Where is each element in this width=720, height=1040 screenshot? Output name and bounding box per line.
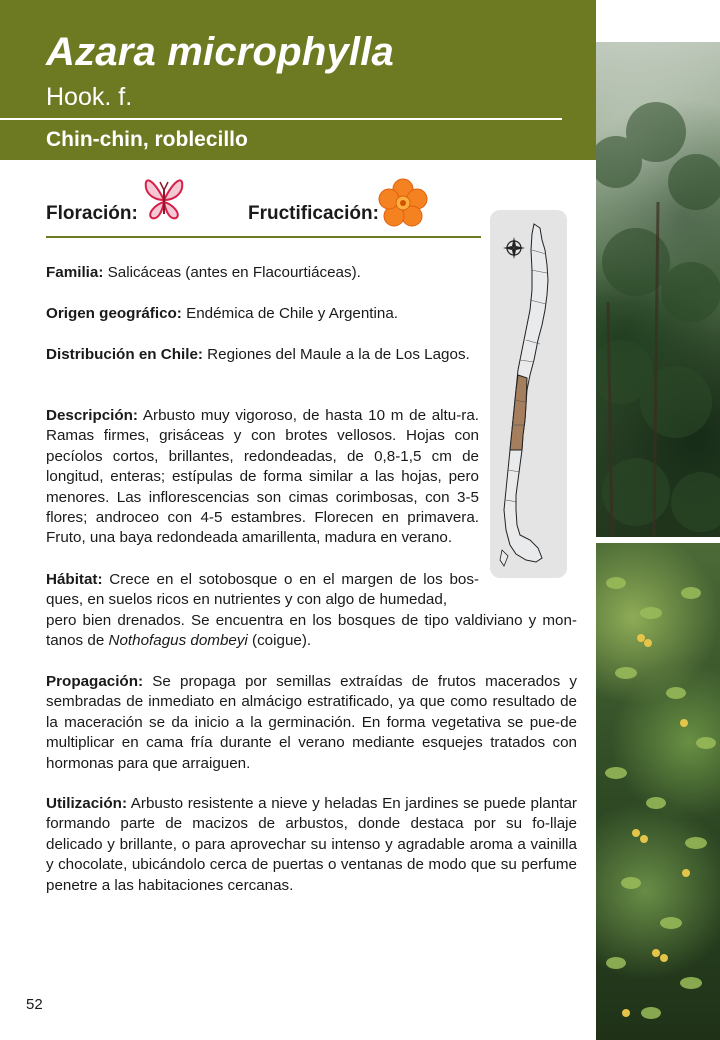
compass-icon: [502, 236, 526, 260]
familia-label: Familia:: [46, 264, 104, 281]
flower-icon: [376, 177, 430, 229]
chile-map: [490, 210, 567, 578]
utilizacion-text: Arbusto resistente a nieve y heladas En jardines se puede plantar formando parte de macizos de arbustos, donde destaca por su fo-llaje delicado y brillante, o para aprovechar su intenso y agradable aroma a vainilla y chocolate, ubicándolo cerca de puertas o ventanas de modo que su perfume penetre a las habitaciones cercanas.: [46, 795, 577, 894]
habitat-text-2: ques, en suelos ricos en nutrientes y con algo de humedad,: [46, 591, 448, 608]
propagacion-label: Propagación:: [46, 673, 144, 690]
propagacion-paragraph: [46, 672, 577, 774]
habitat-species: Nothofagus dombeyi: [108, 632, 248, 650]
distribution-map: [490, 210, 567, 578]
utilizacion-label: Utilización:: [46, 795, 128, 812]
descripcion-paragraph: [46, 406, 479, 549]
shrub-photo-art: [596, 543, 720, 1040]
habitat-continuation: [46, 611, 577, 652]
descripcion-text: Arbusto muy vigoroso, de hasta 10 m de altu-ra. Ramas firmes, grisáceas y con brotes vellosos. Hojas con pecíolos cortos, brillantes, redondeadas, de 0,8-1,5 cm de longitud, enteras; estípulas de forma similar a las hojas, pero menores. Las inflorescencias son cimas corimbosas, con 3-5 flores; androceo con 4-5 estambres. Florecen en primavera. Fruto, una baya redondeada amarillenta, madura en verano.: [46, 407, 479, 547]
butterfly-icon: [140, 170, 188, 224]
section-divider: [46, 236, 481, 238]
descripcion-label: Descripción:: [46, 407, 138, 424]
familia-text: Salicáceas (antes en Flacourtiáceas).: [103, 264, 361, 281]
shrub-photo: [596, 543, 720, 1040]
forest-photo: [596, 42, 720, 537]
header-divider: [0, 118, 562, 120]
origen-paragraph: [46, 304, 479, 324]
distribucion-paragraph: [46, 345, 479, 365]
habitat-line-2: [46, 590, 479, 610]
species-name: Azara microphylla: [46, 30, 394, 74]
fruiting-label: Fructificación:: [248, 203, 379, 224]
familia-paragraph: [46, 263, 479, 283]
origen-label: Origen geográfico:: [46, 305, 182, 322]
distribucion-label: Distribución en Chile:: [46, 346, 203, 363]
habitat-text-4: (coigue).: [247, 632, 312, 650]
distribucion-text: Regiones del Maule a la de Los Lagos.: [202, 346, 470, 363]
origen-text: Endémica de Chile y Argentina.: [181, 305, 398, 322]
habitat-label: Hábitat:: [46, 571, 103, 588]
habitat-line-1: [46, 570, 479, 590]
habitat-text-3: pero bien drenados. Se encuentra en los bosques de tipo valdiviano y mon-tanos de: [46, 612, 577, 650]
flowering-label: Floración:: [46, 203, 138, 224]
habitat-text-1: Crece en el sotobosque o en el margen de los bos-: [102, 571, 479, 588]
forest-photo-art: [596, 42, 720, 537]
propagacion-text: Se propaga por semillas extraídas de frutos macerados y sembradas de inmediato en almácigo estratificado, ya que como resultado de la maceración se da inicio a la germinación. En forma vegetativa se pue-de multiplicar en cama fría durante el verano mediante esquejes tratados con hormonas para que arraiguen.: [46, 673, 577, 772]
utilizacion-paragraph: [46, 794, 577, 896]
common-names: Chin-chin, roblecillo: [46, 128, 248, 151]
species-author: Hook. f.: [46, 83, 133, 111]
page-number: 52: [26, 996, 43, 1013]
